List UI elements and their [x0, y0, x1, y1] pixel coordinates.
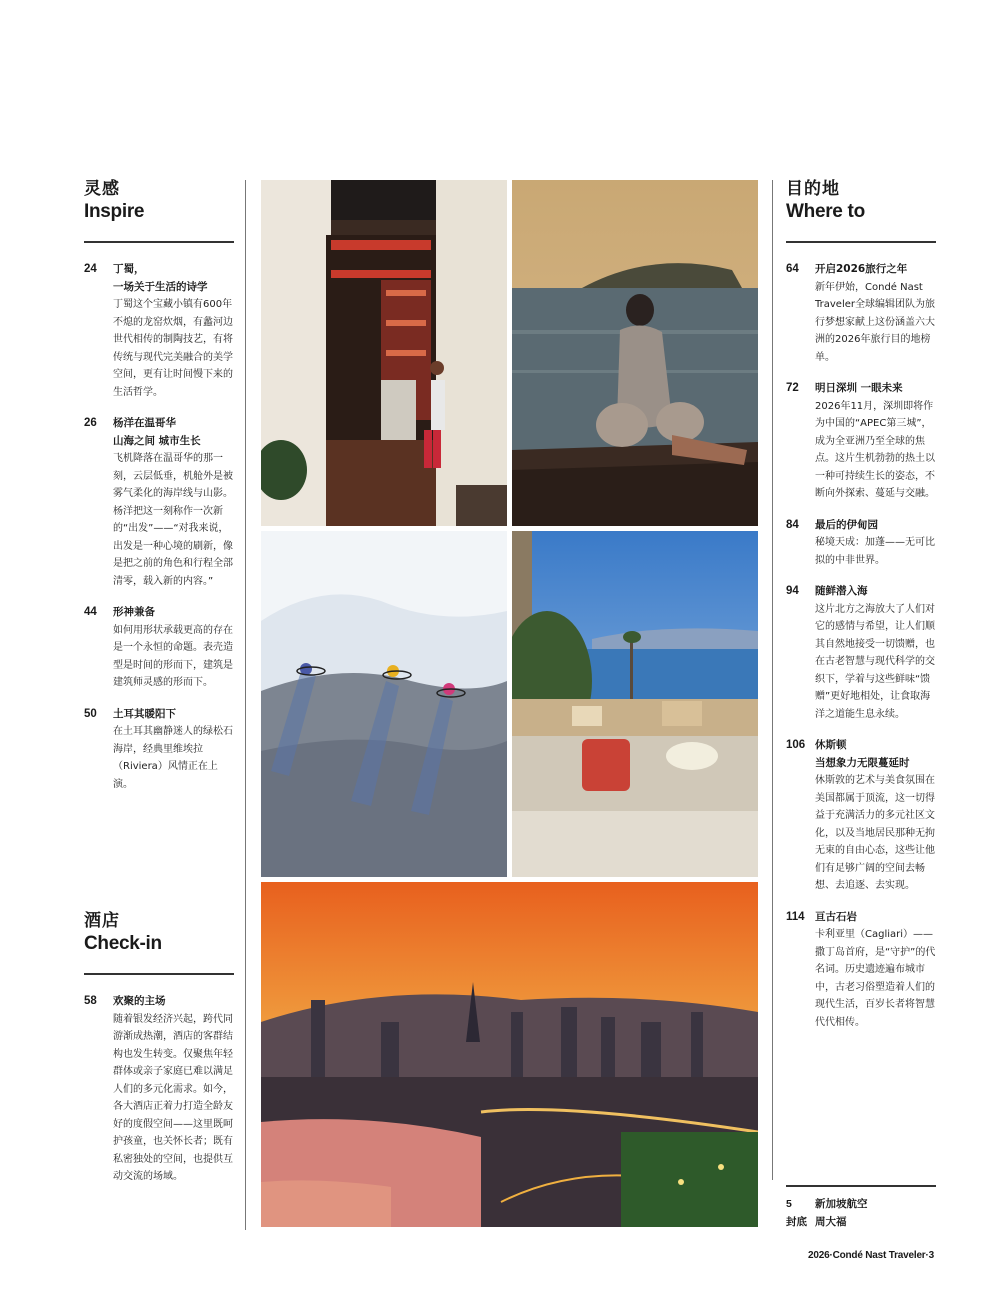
toc-entry-body	[113, 415, 234, 590]
left-column-divider	[245, 180, 246, 1230]
toc-entry	[84, 261, 234, 401]
photo-coastal-terrace-drinks	[512, 531, 758, 877]
toc-entry	[84, 993, 234, 1186]
toc-entry-body	[113, 706, 234, 794]
toc-entry-body	[113, 993, 234, 1186]
toc-entry	[84, 415, 234, 590]
toc-entry-body	[815, 737, 936, 895]
toc-page-number: 94	[786, 585, 799, 597]
whereto-title-cn: 目的地	[786, 179, 840, 199]
toc-entry-title: 形神兼备	[113, 606, 155, 618]
toc-page-number: 64	[786, 263, 799, 275]
toc-entry-title: 欢聚的主场	[113, 995, 166, 1007]
advertiser-index	[786, 1185, 936, 1231]
toc-entry-description: 秘境天成：加蓬——无可比拟的中非世界。	[815, 537, 935, 566]
toc-entry-title: 土耳其暖阳下	[113, 707, 176, 720]
advertiser-name: 新加坡航空	[815, 1198, 868, 1210]
toc-entry	[786, 909, 936, 1032]
whereto-section-heading	[786, 178, 936, 224]
checkin-title-cn: 酒店	[84, 911, 120, 931]
photo-woman-on-boat	[512, 180, 758, 526]
toc-page-number: 114	[786, 910, 805, 923]
toc-entry-title: 随鲜潜入海	[815, 585, 868, 597]
right-column-divider	[772, 180, 773, 1180]
toc-entry-body	[815, 517, 936, 570]
toc-page-number: 24	[84, 263, 97, 275]
toc-entry	[786, 737, 936, 895]
toc-page-number: 106	[786, 739, 806, 751]
advertiser-name: 周大福	[815, 1216, 847, 1228]
toc-entry-description: 新年伊始，Condé Nast Traveler全球编辑团队为旅行梦想家献上这份涵盖六大洲的2026年旅行目的地榜单。	[815, 281, 935, 363]
inspire-section-heading	[84, 178, 234, 224]
toc-entry-description: 这片北方之海放大了人们对它的感情与希望，让人们顺其自然地接受一切馈赠，也在古老智慧与现代科学的交织下，学着与这些鲜味“馈赠”更好地相处，让食取海洋之道能生息永续。	[815, 603, 935, 720]
toc-entry-description: 如何用形状承载更高的存在是一个永恒的命题。表壳造型是时间的形而下，建筑是建筑师灵感的形而下。	[113, 624, 233, 688]
toc-entry-title: 明日深圳 一眼未来	[815, 382, 903, 394]
toc-entry-description: 2026年11月，深圳即将作为中国的“APEC第三城”，成为全亚洲乃至全球的焦点。这片生机勃勃的热土以一种可持续生长的姿态，不断向外探索、蔓延与交融。	[815, 400, 935, 499]
toc-entry-description: 休斯敦的艺术与美食氛围在美国都属于顶流，这一切得益于充满活力的多元社区文化，以及当地居民那种无拘无束的自由心态，这些让他们有足够广阔的空间去畅想、去追逐、去实现。	[815, 775, 935, 891]
inspire-title-cn: 灵感	[84, 179, 120, 199]
inspire-title-en: Inspire	[84, 201, 145, 222]
toc-entry	[84, 706, 234, 794]
toc-entry-body	[815, 583, 936, 723]
inspire-entry-list	[84, 261, 234, 793]
toc-entry-description: 在土耳其幽静迷人的绿松石海岸，经典里维埃拉（Riviera）风情正在上演。	[113, 726, 233, 790]
whereto-entry-list	[786, 261, 936, 1031]
photo-cyclists-snow	[261, 531, 507, 877]
photo-boutique-interior	[261, 180, 507, 526]
toc-entry	[84, 604, 234, 692]
toc-entry-description: 飞机降落在温哥华的那一刻，云层低垂，机舱外是被雾气柔化的海岸线与山影。杨洋把这一刻称作一次新的“出发”——“对我来说，出发是一种心境的刷新，像是把之前的角色和行程全部清零，载入新的内容。”	[113, 453, 233, 587]
toc-entry	[786, 517, 936, 570]
toc-entry	[786, 261, 936, 366]
toc-entry-body	[815, 380, 936, 503]
advertiser-row	[786, 1195, 936, 1213]
toc-entry	[786, 380, 936, 503]
checkin-title-en: Check-in	[84, 933, 162, 954]
toc-page-number: 58	[84, 995, 97, 1007]
photo-shenzhen-skyline-sunset	[261, 882, 758, 1227]
section-divider	[786, 241, 936, 243]
toc-page-number: 84	[786, 518, 799, 531]
advertiser-page: 封底	[786, 1216, 807, 1228]
advertiser-row	[786, 1213, 936, 1231]
checkin-section-heading	[84, 910, 234, 956]
toc-entry-title: 休斯顿 当想象力无限蔓延时	[815, 739, 910, 769]
section-divider	[786, 1185, 936, 1187]
toc-entry-description: 随着银发经济兴起，跨代同游渐成热潮，酒店的客群结构也发生转变。仅聚焦年轻群体或亲子家庭已难以满足人们的多元化需求。如今，各大酒店正着力打造全龄友好的度假空间——这里既呵护孩童，也关怀长者；既有私密独处的空间，也提供互动交流的场域。	[113, 1013, 233, 1182]
toc-page-number: 50	[84, 707, 97, 720]
checkin-entry-list	[84, 993, 234, 1186]
left-column	[84, 178, 234, 1200]
toc-entry-title: 开启2026旅行之年	[815, 263, 908, 275]
toc-entry	[786, 583, 936, 723]
toc-entry-title: 亘古石岩	[815, 910, 857, 923]
toc-entry-title: 杨洋在温哥华 山海之间 城市生长	[113, 417, 201, 447]
right-column	[786, 178, 936, 1045]
section-divider	[84, 973, 234, 975]
toc-entry-description: 丁蜀这个宝藏小镇有600年不熄的龙窑炊烟，有蠡河边世代相传的制陶技艺，有将传统与现代完美融合的美学空间，更有让时间慢下来的生活哲学。	[113, 299, 233, 398]
advertiser-page: 5	[786, 1198, 792, 1210]
toc-entry-body	[815, 909, 936, 1032]
toc-entry-title: 最后的伊甸园	[815, 518, 878, 531]
toc-page-number: 26	[84, 417, 97, 429]
whereto-title-en: Where to	[786, 201, 865, 222]
section-divider	[84, 241, 234, 243]
toc-entry-body	[815, 261, 936, 366]
page-folio: 2026·Condé Nast Traveler·3	[808, 1250, 934, 1261]
toc-entry-title: 丁蜀， 一场关于生活的诗学	[113, 263, 208, 293]
toc-page-number: 72	[786, 382, 799, 394]
toc-entry-body	[113, 604, 234, 692]
toc-page-number: 44	[84, 606, 97, 618]
toc-entry-body	[113, 261, 234, 401]
toc-entry-description: 卡利亚里（Cagliari）——撒丁岛首府，是“守护”的代名词。历史遗迹遍布城市中，古老习俗塑造着人们的现代生活，百岁长者将智慧代代相传。	[815, 929, 936, 1028]
